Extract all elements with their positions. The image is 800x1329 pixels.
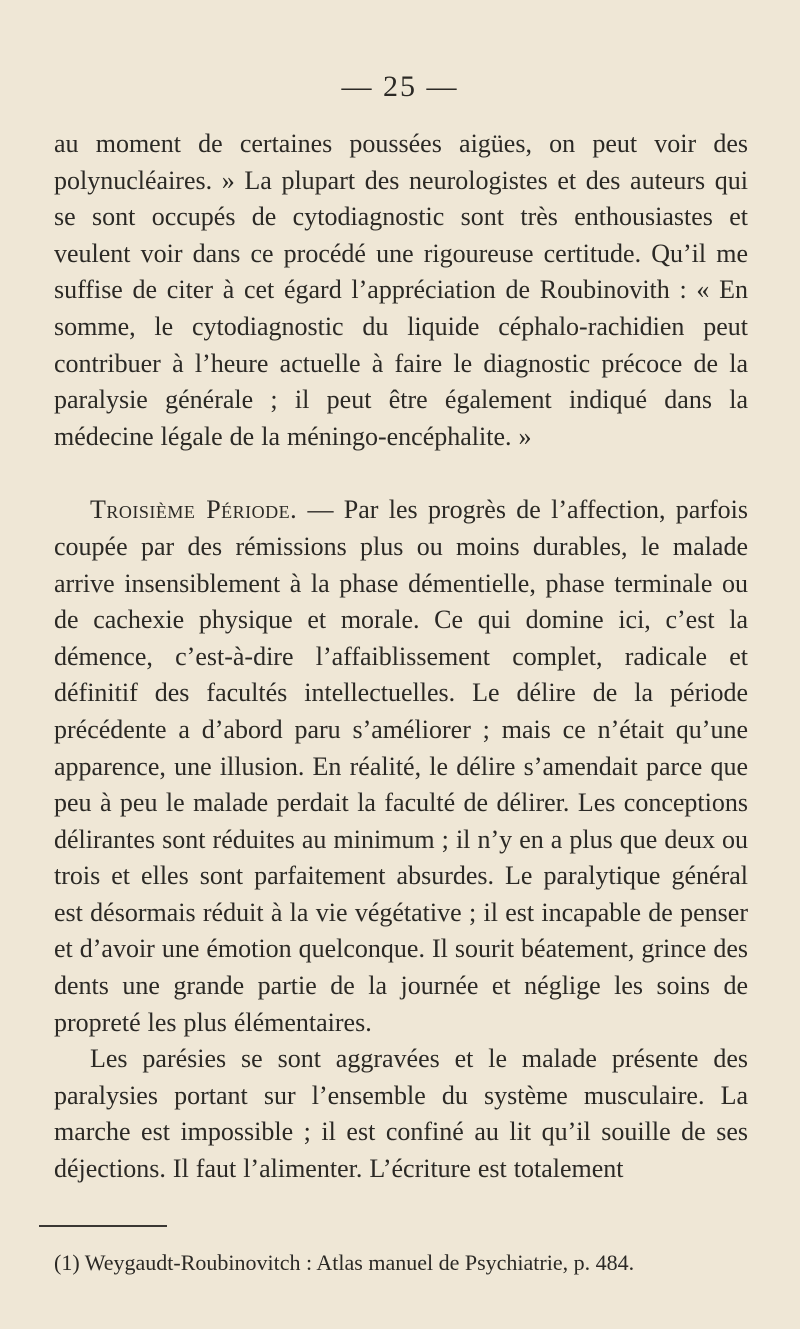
page-number: — 25 —	[341, 70, 459, 103]
paragraph-2-text: — Par les progrès de l’affection, parfois coupée par des rémissions plus ou moins durables, le malade arrive insensiblement à la phase démentielle, phase terminale ou de cachexie physique et morale. Ce qui domine ici, c’est la démence, c’est-à-dire l’affaiblissement complet, radicale et définitif des facultés intellectuelles. Le délire de la période précédente a d’abord paru s’améliorer ; mais ce n’était qu’une apparence, une illusion. En réalité, le délire s’amendait parce que peu à peu le malade perdait la faculté de délirer. Les conceptions délirantes sont réduites au minimum ; il n’y en a plus que deux ou trois et elles sont parfaitement absurdes. Le paralytique général est désormais réduit à la vie végétative ; il est incapable de penser et d’avoir une émotion quelconque. Il sourit béatement, grince des dents une grande partie de la journée et néglige les soins de propreté les plus élémentaires.	[54, 495, 748, 1037]
paragraph-3: Les parésies se sont aggravées et le malade présente des paralysies portant sur l’ensemble du système musculaire. La marche est impossible ; il est confiné au lit qu’il souille de ses déjections. Il faut l’alimenter. L’écriture est totalement	[54, 1044, 748, 1184]
paragraph-1: au moment de certaines poussées aigües, on peut voir des polynucléaires. » La plupart des neurologistes et des auteurs qui se sont occupés de cytodiagnostic sont très enthousiastes et veulent voir dans ce procédé une rigoureuse certitude. Qu’il me suffise de citer à cet égard l’appréciation de Roubinovith : « En somme, le cytodiagnostic du liquide céphalo-rachidien peut contribuer à l’heure actuelle à faire le diagnostic précoce de la paralysie générale ; il peut être également indiqué dans la médecine légale de la méningo-encéphalite. »	[54, 129, 748, 451]
section-heading: Troisième Période.	[90, 495, 298, 525]
page-body	[54, 126, 748, 1188]
paragraph-2	[54, 492, 748, 1041]
footnote: (1) Weygaudt-Roubinovitch : Atlas manuel de Psychiatrie, p. 484.	[54, 1250, 635, 1275]
footnote-rule	[39, 1225, 167, 1227]
